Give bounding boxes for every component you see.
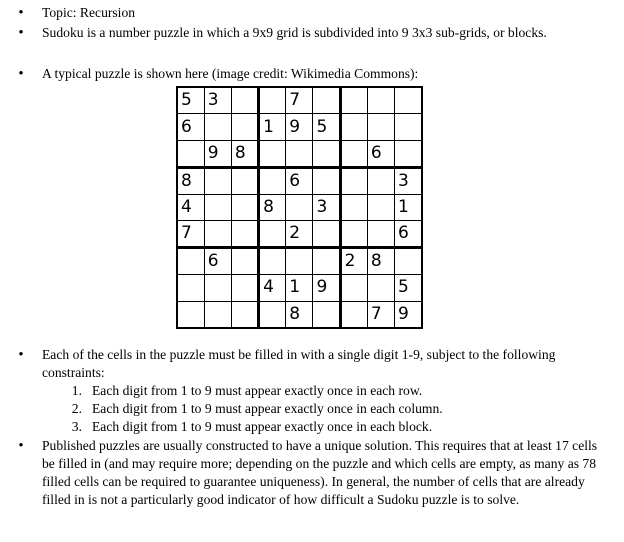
sudoku-cell bbox=[367, 221, 394, 248]
bullet-marker: • bbox=[18, 5, 24, 21]
constraint-number: 1. bbox=[71, 383, 82, 398]
sudoku-cell: 6 bbox=[367, 141, 394, 168]
sudoku-cell bbox=[286, 141, 313, 168]
sudoku-cell bbox=[313, 301, 340, 328]
sudoku-cell bbox=[313, 167, 340, 194]
topic-line: Topic: Recursion bbox=[42, 5, 136, 20]
sudoku-cell bbox=[340, 301, 367, 328]
sudoku-row bbox=[177, 301, 422, 328]
sudoku-cell bbox=[259, 248, 286, 275]
sudoku-cell bbox=[204, 221, 231, 248]
sudoku-cell bbox=[395, 141, 422, 168]
sudoku-row bbox=[177, 194, 422, 221]
sudoku-cell bbox=[286, 194, 313, 221]
sudoku-row bbox=[177, 114, 422, 141]
constraint-number: 2. bbox=[71, 401, 82, 416]
sudoku-cell: 6 bbox=[395, 221, 422, 248]
sudoku-cell bbox=[340, 221, 367, 248]
sudoku-cell bbox=[231, 87, 258, 114]
sudoku-cell bbox=[395, 114, 422, 141]
constraint-block: Each digit from 1 to 9 must appear exactly once in each block. bbox=[92, 419, 433, 434]
constraints-intro: Each of the cells in the puzzle must be filled in with a single digit 1-9, subject to the following constraints: bbox=[42, 347, 556, 380]
sudoku-cell bbox=[231, 248, 258, 275]
sudoku-cell: 3 bbox=[395, 167, 422, 194]
sudoku-row bbox=[177, 167, 422, 194]
constraint-column: Each digit from 1 to 9 must appear exactly once in each column. bbox=[92, 401, 443, 416]
sudoku-cell: 3 bbox=[204, 87, 231, 114]
sudoku-cell bbox=[259, 141, 286, 168]
sudoku-cell: 8 bbox=[231, 141, 258, 168]
sudoku-cell: 1 bbox=[259, 114, 286, 141]
sudoku-cell: 9 bbox=[313, 275, 340, 302]
sudoku-cell bbox=[286, 248, 313, 275]
sudoku-cell bbox=[259, 301, 286, 328]
sudoku-cell bbox=[340, 141, 367, 168]
sudoku-cell: 7 bbox=[177, 221, 204, 248]
unique-solution-paragraph: Published puzzles are usually constructed to have a unique solution. This requires that at least 17 cells be filled in (and may require more; depending on the puzzle and which cells are empty, as many as 78 filled cells can be required to guarantee uniqueness). In general, the number of cells that are already filled in is not a particularly good indicator of how difficult a Sudoku puzzle is to solve. bbox=[42, 438, 598, 507]
sudoku-cell bbox=[231, 275, 258, 302]
bullet-marker: • bbox=[18, 347, 24, 363]
sudoku-cell bbox=[177, 301, 204, 328]
sudoku-cell bbox=[313, 221, 340, 248]
sudoku-cell: 8 bbox=[177, 167, 204, 194]
sudoku-cell: 6 bbox=[177, 114, 204, 141]
sudoku-cell bbox=[367, 275, 394, 302]
sudoku-cell bbox=[231, 221, 258, 248]
sudoku-row bbox=[177, 87, 422, 114]
sudoku-row bbox=[177, 248, 422, 275]
sudoku-cell: 6 bbox=[204, 248, 231, 275]
sudoku-cell bbox=[204, 194, 231, 221]
sudoku-cell bbox=[367, 167, 394, 194]
sudoku-cell bbox=[367, 194, 394, 221]
sudoku-cell: 5 bbox=[177, 87, 204, 114]
sudoku-cell bbox=[259, 87, 286, 114]
sudoku-cell bbox=[340, 194, 367, 221]
sudoku-cell bbox=[177, 141, 204, 168]
sudoku-cell: 3 bbox=[313, 194, 340, 221]
sudoku-cell bbox=[367, 114, 394, 141]
sudoku-cell: 6 bbox=[286, 167, 313, 194]
bullet-marker: • bbox=[18, 25, 24, 41]
sudoku-cell: 8 bbox=[367, 248, 394, 275]
sudoku-cell: 5 bbox=[395, 275, 422, 302]
constraint-number: 3. bbox=[71, 419, 82, 434]
sudoku-puzzle-image bbox=[176, 86, 423, 329]
sudoku-cell bbox=[340, 167, 367, 194]
sudoku-cell bbox=[231, 167, 258, 194]
sudoku-cell: 5 bbox=[313, 114, 340, 141]
sudoku-cell: 2 bbox=[286, 221, 313, 248]
sudoku-cell bbox=[340, 114, 367, 141]
sudoku-grid bbox=[176, 86, 423, 329]
sudoku-cell bbox=[231, 194, 258, 221]
sudoku-cell: 1 bbox=[395, 194, 422, 221]
sudoku-cell: 8 bbox=[259, 194, 286, 221]
sudoku-cell: 2 bbox=[340, 248, 367, 275]
sudoku-cell: 9 bbox=[286, 114, 313, 141]
sudoku-cell bbox=[313, 141, 340, 168]
sudoku-cell bbox=[395, 248, 422, 275]
sudoku-cell bbox=[231, 301, 258, 328]
sudoku-description: Sudoku is a number puzzle in which a 9x9 grid is subdivided into 9 3x3 sub-grids, or blocks. bbox=[42, 25, 547, 40]
sudoku-cell bbox=[313, 87, 340, 114]
sudoku-cell bbox=[204, 275, 231, 302]
sudoku-cell bbox=[340, 87, 367, 114]
sudoku-cell bbox=[259, 221, 286, 248]
sudoku-cell bbox=[204, 301, 231, 328]
sudoku-row bbox=[177, 141, 422, 168]
sudoku-cell bbox=[177, 275, 204, 302]
sudoku-cell: 1 bbox=[286, 275, 313, 302]
sudoku-cell: 4 bbox=[177, 194, 204, 221]
sudoku-cell: 7 bbox=[286, 87, 313, 114]
sudoku-cell bbox=[259, 167, 286, 194]
sudoku-cell: 9 bbox=[395, 301, 422, 328]
sudoku-cell: 7 bbox=[367, 301, 394, 328]
sudoku-cell: 4 bbox=[259, 275, 286, 302]
sudoku-cell bbox=[367, 87, 394, 114]
sudoku-cell: 9 bbox=[204, 141, 231, 168]
bullet-marker: • bbox=[18, 438, 24, 454]
sudoku-cell bbox=[177, 248, 204, 275]
bullet-marker: • bbox=[18, 66, 24, 82]
sudoku-row bbox=[177, 221, 422, 248]
constraint-row: Each digit from 1 to 9 must appear exactly once in each row. bbox=[92, 383, 423, 398]
sudoku-row bbox=[177, 275, 422, 302]
puzzle-intro: A typical puzzle is shown here (image credit: Wikimedia Commons): bbox=[42, 66, 419, 81]
sudoku-cell bbox=[395, 87, 422, 114]
sudoku-cell bbox=[340, 275, 367, 302]
sudoku-cell bbox=[204, 167, 231, 194]
sudoku-cell bbox=[313, 248, 340, 275]
sudoku-cell bbox=[204, 114, 231, 141]
sudoku-cell bbox=[231, 114, 258, 141]
sudoku-cell: 8 bbox=[286, 301, 313, 328]
